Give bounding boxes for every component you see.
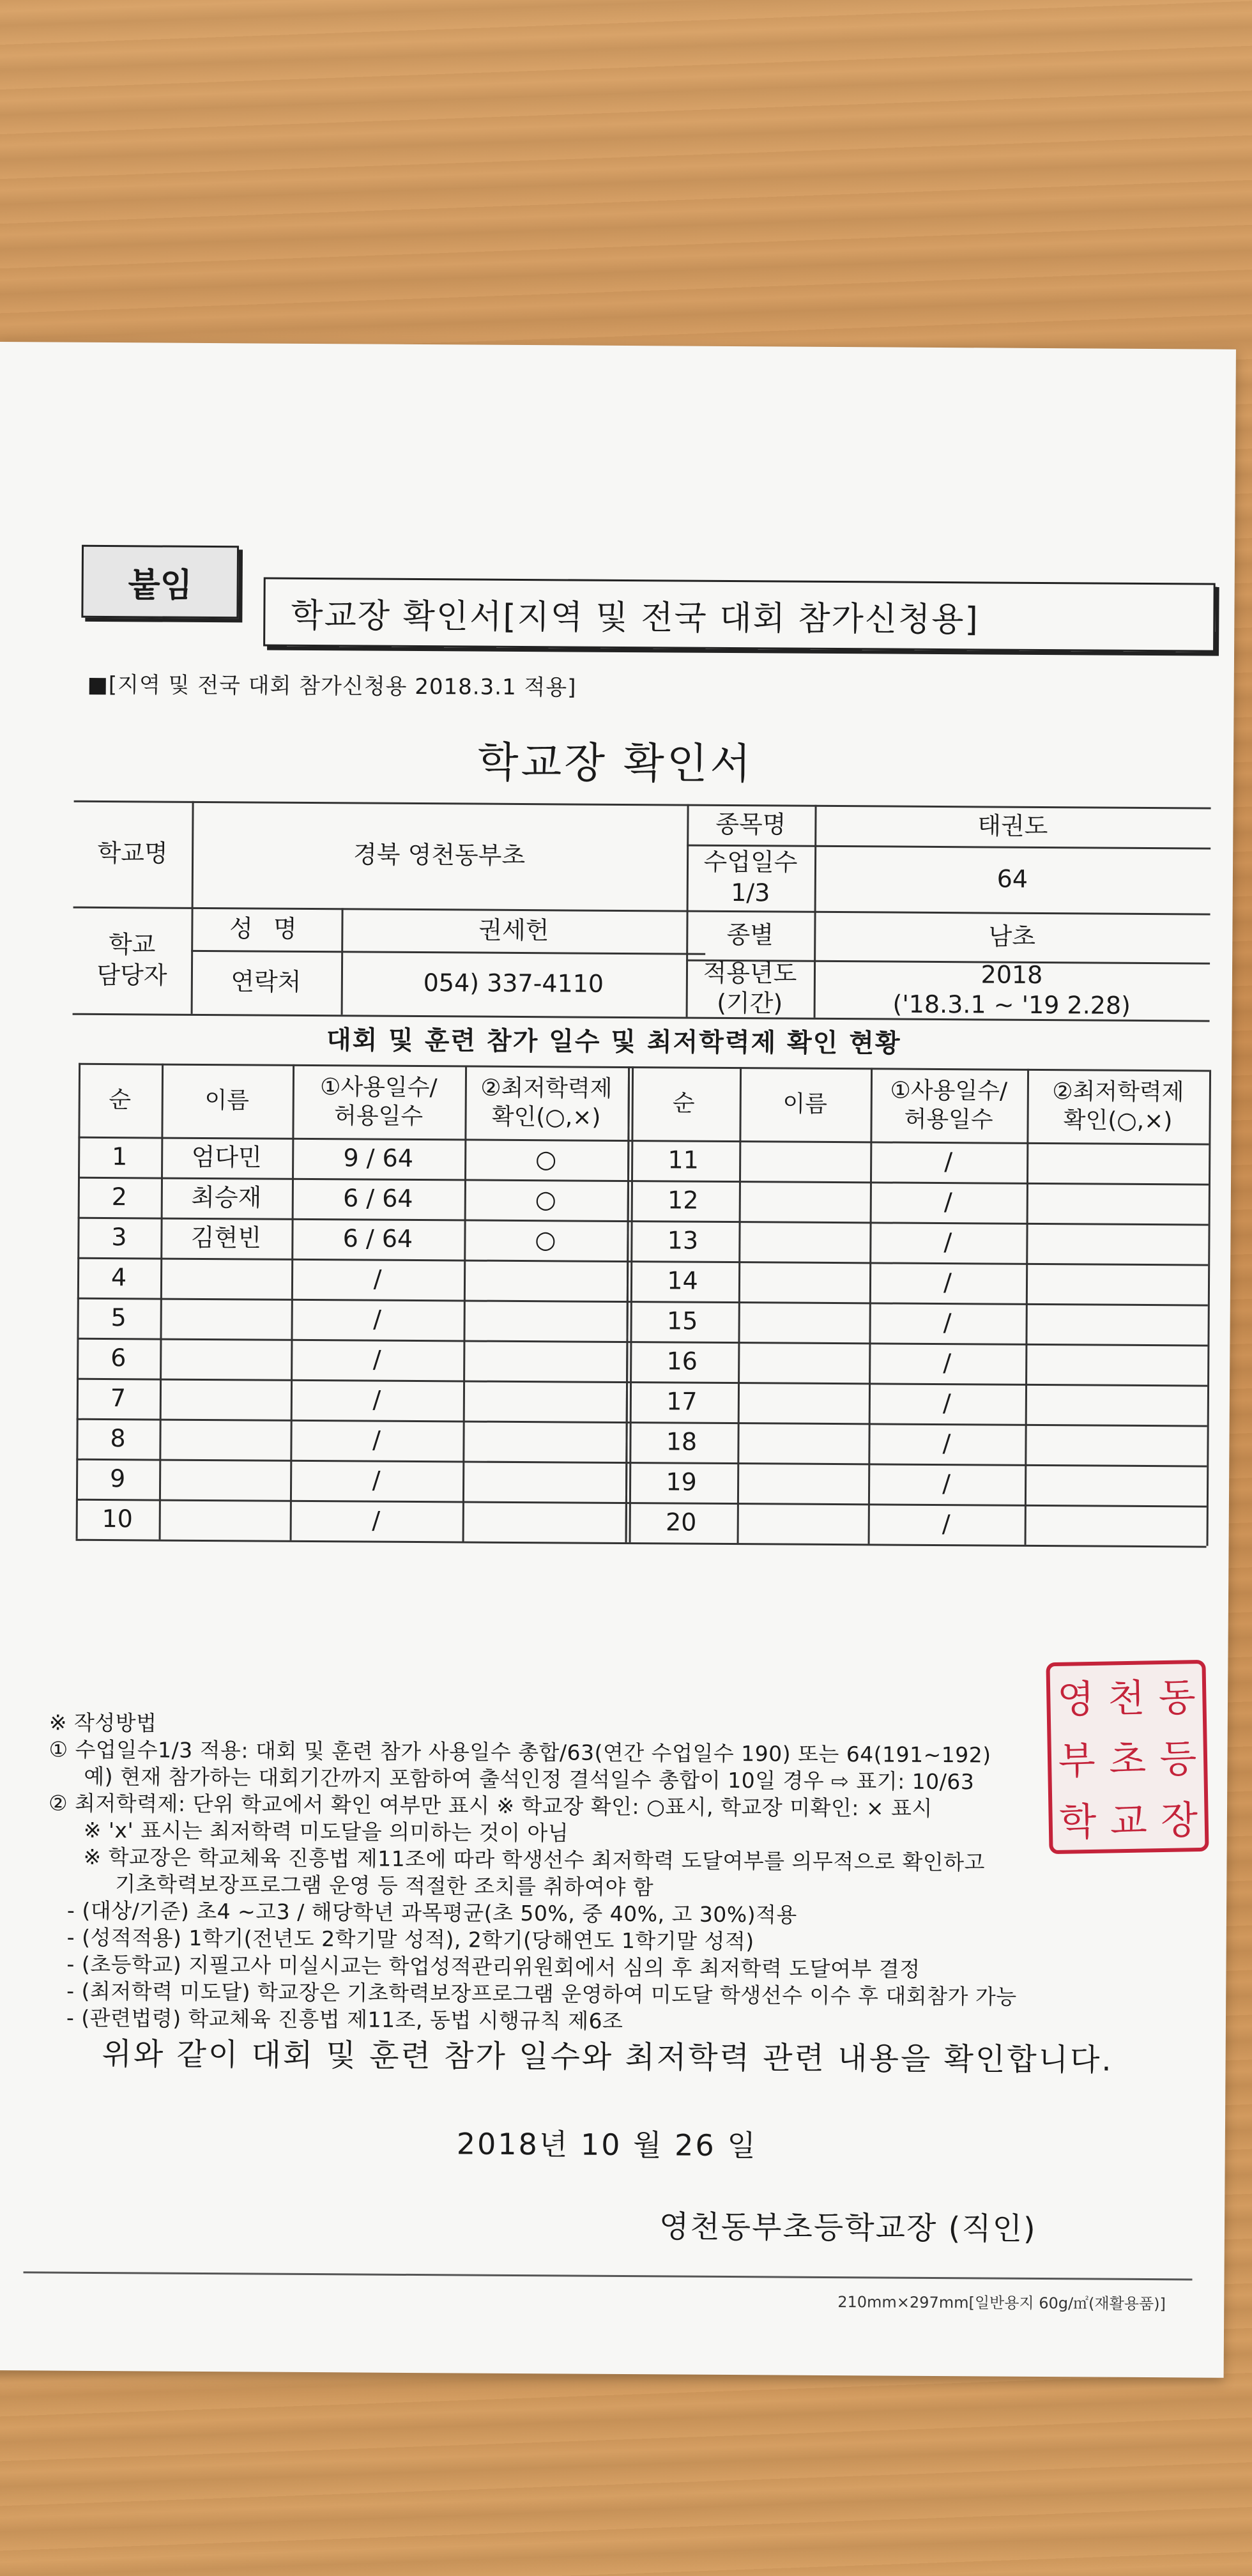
row-number: 9 (109, 1464, 126, 1492)
contact-label: 연락처 (231, 967, 302, 997)
header-name-left: 이름 (204, 1087, 250, 1114)
used-days: / (373, 1264, 382, 1293)
header-used-days-left: ①사용일수/ 허용일수 (319, 1073, 438, 1130)
used-days: 6 / 64 (342, 1224, 413, 1253)
student-name: 최승재 (191, 1183, 262, 1212)
header-name-right: 이름 (782, 1091, 828, 1117)
student-name (737, 1462, 868, 1503)
min-academic-check (462, 1420, 625, 1462)
seal-character: 부 (1058, 1738, 1096, 1784)
seal-character: 등 (1159, 1736, 1197, 1782)
year-label: 적용년도 (기간) (703, 958, 797, 1018)
student-name (159, 1499, 290, 1540)
used-days: / (372, 1425, 381, 1454)
seal-character: 초 (1108, 1737, 1147, 1783)
student-name (159, 1459, 290, 1500)
used-days: / (942, 1509, 950, 1538)
row-number: 20 (665, 1508, 697, 1537)
issue-date: 2018년 10 월 26 일 (456, 2126, 758, 2163)
student-name (160, 1338, 291, 1379)
student-name: 엄다민 (191, 1142, 262, 1172)
row-number: 14 (667, 1266, 698, 1295)
guide-line: - (성적적용) 1학기(전년도 2학기말 성적), 2학기(당해연도 1학기말 성적) (66, 1924, 754, 1954)
student-name (159, 1419, 290, 1460)
used-days: / (942, 1429, 951, 1457)
guide-line: ※ 학교장은 학교체육 진흥법 제11조에 따라 학생선수 최저학력 도달여부를 의무적으로 확인하고 (83, 1844, 986, 1875)
min-academic-check (1027, 1142, 1209, 1184)
header-title: 학교장 확인서[지역 및 전국 대회 참가신청용] (263, 578, 1216, 652)
row-number: 8 (110, 1423, 126, 1452)
student-name (160, 1298, 291, 1339)
gender-value: 남초 (988, 922, 1036, 951)
min-academic-check: ○ (535, 1225, 556, 1254)
school-name-label: 학교명 (97, 839, 168, 868)
row-number: 12 (667, 1186, 699, 1215)
min-academic-check (1025, 1344, 1207, 1385)
row-number: 16 (666, 1347, 698, 1376)
seal-character: 장 (1160, 1798, 1198, 1844)
guide-line: ② 최저학력제: 단위 학교에서 확인 여부만 표시 ※ 학교장 확인: ○표시, 학교장 미확인: × 표시 (48, 1790, 933, 1821)
used-days: / (943, 1348, 952, 1377)
min-academic-check (1025, 1303, 1207, 1345)
student-name (738, 1342, 869, 1383)
seal-character: 교 (1110, 1798, 1148, 1844)
school-days-value: 64 (996, 864, 1028, 893)
school-name-value: 경북 영천동부초 (353, 840, 526, 870)
used-days: / (943, 1227, 952, 1256)
row-number: 19 (666, 1468, 697, 1496)
used-days: / (943, 1308, 952, 1337)
student-name (160, 1258, 291, 1299)
seal-character: 동 (1158, 1675, 1196, 1721)
min-academic-check: ○ (535, 1144, 557, 1174)
participation-table-title: 대회 및 훈련 참가 일수 및 최저학력제 확인 현황 (326, 1025, 901, 1059)
gender-label: 종별 (726, 920, 774, 949)
guide-line: ※ 'x' 표시는 최저학력 미도달을 의미하는 것이 아님 (83, 1817, 569, 1846)
guide-line: - (관련법령) 학교체육 진흥법 제11조, 동법 시행규칙 제6조 (66, 2005, 623, 2034)
row-number: 11 (668, 1146, 699, 1174)
used-days: 6 / 64 (342, 1184, 413, 1213)
document-paper (0, 342, 1236, 2378)
header-min-academic-left: ②최저학력제 확인(○,×) (480, 1075, 613, 1131)
seal-character: 천 (1107, 1676, 1145, 1722)
min-academic-check (463, 1380, 626, 1422)
document-title: 학교장 확인서 (477, 737, 754, 789)
min-academic-check (1026, 1263, 1208, 1305)
student-name (739, 1181, 870, 1222)
header-min-academic-right: ②최저학력제 확인(○,×) (1052, 1078, 1184, 1134)
student-name (738, 1382, 869, 1423)
min-academic-check (1027, 1183, 1209, 1224)
header-used-days-right: ①사용일수/ 허용일수 (890, 1077, 1008, 1133)
guide-line: ① 수업일수1/3 적용: 대회 및 훈련 참가 사용일수 총합/63(연간 수업일수 190) 또는 64(191~192) (49, 1736, 991, 1768)
confirm-statement: 위와 같이 대회 및 훈련 참가 일수와 최저학력 관련 내용을 확인합니다. (102, 2036, 1113, 2078)
student-name (160, 1379, 291, 1420)
used-days: / (944, 1147, 953, 1176)
seal-character: 영 (1057, 1676, 1095, 1722)
header-no-right: 순 (672, 1090, 695, 1117)
min-academic-check (1025, 1464, 1207, 1506)
row-number: 1 (111, 1142, 128, 1170)
header-no-left: 순 (109, 1087, 132, 1114)
used-days: / (372, 1385, 381, 1414)
used-days: / (943, 1268, 952, 1296)
student-name (739, 1140, 870, 1181)
min-academic-check (1026, 1223, 1208, 1264)
row-number: 13 (667, 1226, 699, 1255)
row-number: 4 (111, 1262, 127, 1291)
principal-signature: 영천동부초등학교장 (직인) (659, 2209, 1037, 2247)
row-number: 3 (111, 1222, 127, 1251)
guide-line: 예) 현재 참가하는 대회기간까지 포함하여 출석인정 결석일수 총합이 10일 경우 ⇨ 표기: 10/63 (84, 1763, 975, 1795)
name-value: 권세헌 (478, 916, 549, 945)
school-days-label: 수업일수 1/3 (703, 847, 798, 907)
min-academic-check: ○ (535, 1184, 557, 1214)
row-number: 15 (666, 1307, 698, 1335)
min-academic-check (463, 1300, 626, 1341)
event-label: 종목명 (715, 809, 786, 839)
student-name (738, 1221, 869, 1262)
row-number: 17 (666, 1387, 698, 1416)
used-days: / (942, 1469, 951, 1498)
min-academic-check (1025, 1384, 1207, 1425)
min-academic-check (464, 1259, 627, 1301)
used-days: / (372, 1345, 381, 1374)
paper-size-note: 210mm×297mm[일반용지 60g/㎡(재활용품)] (837, 2293, 1166, 2313)
guide-line: - (최저학력 미도달) 학교장은 기초학력보장프로그램 운영하여 미도달 학생선수 이수 후 대회참가 가능 (66, 1978, 1017, 2009)
row-number: 10 (102, 1504, 134, 1533)
official-seal (1046, 1660, 1209, 1854)
min-academic-check (1025, 1424, 1207, 1466)
used-days: / (372, 1506, 381, 1535)
row-number: 6 (111, 1343, 126, 1372)
year-value: 2018 ('18.3.1 ~ '19 2.28) (892, 960, 1131, 1020)
student-name (737, 1503, 868, 1544)
contact-value: 054) 337-4110 (423, 969, 604, 999)
event-value: 태권도 (977, 811, 1048, 840)
guide-line: ※ 작성방법 (49, 1710, 157, 1736)
min-academic-check (462, 1460, 625, 1502)
used-days: / (942, 1388, 951, 1417)
attachment-tag: 붙임 (81, 545, 239, 619)
guide-line: 기초학력보장프로그램 운영 등 적절한 조치를 취하여야 함 (115, 1871, 654, 1900)
student-name (738, 1261, 869, 1302)
guide-line: - (대상/기준) 초4 ~고3 / 해당학년 과목평균(초 50%, 중 40%, 고 30%)적용 (66, 1897, 797, 1928)
footer-divider (24, 2271, 1193, 2280)
row-number: 18 (666, 1427, 698, 1456)
used-days: / (372, 1466, 381, 1494)
seal-character: 학 (1058, 1799, 1097, 1845)
used-days: 9 / 64 (343, 1144, 414, 1172)
row-number: 7 (110, 1383, 126, 1412)
row-number: 5 (111, 1303, 126, 1331)
min-academic-check (463, 1340, 626, 1381)
min-academic-check (462, 1501, 625, 1542)
min-academic-check (1025, 1505, 1207, 1546)
student-name (737, 1422, 868, 1463)
name-label: 성 명 (229, 914, 303, 943)
used-days: / (943, 1187, 952, 1216)
student-name: 김현빈 (190, 1223, 262, 1252)
row-number: 2 (111, 1182, 128, 1211)
form-note: ■[지역 및 전국 대회 참가신청용 2018.3.1 적용] (87, 671, 577, 701)
manager-label: 학교 담당자 (96, 930, 167, 990)
guide-line: - (초등학교) 지필고사 미실시교는 학업성적관리위원회에서 심의 후 최저학력 도달여부 결정 (66, 1951, 920, 1982)
student-name (738, 1301, 869, 1342)
used-days: / (373, 1305, 382, 1333)
